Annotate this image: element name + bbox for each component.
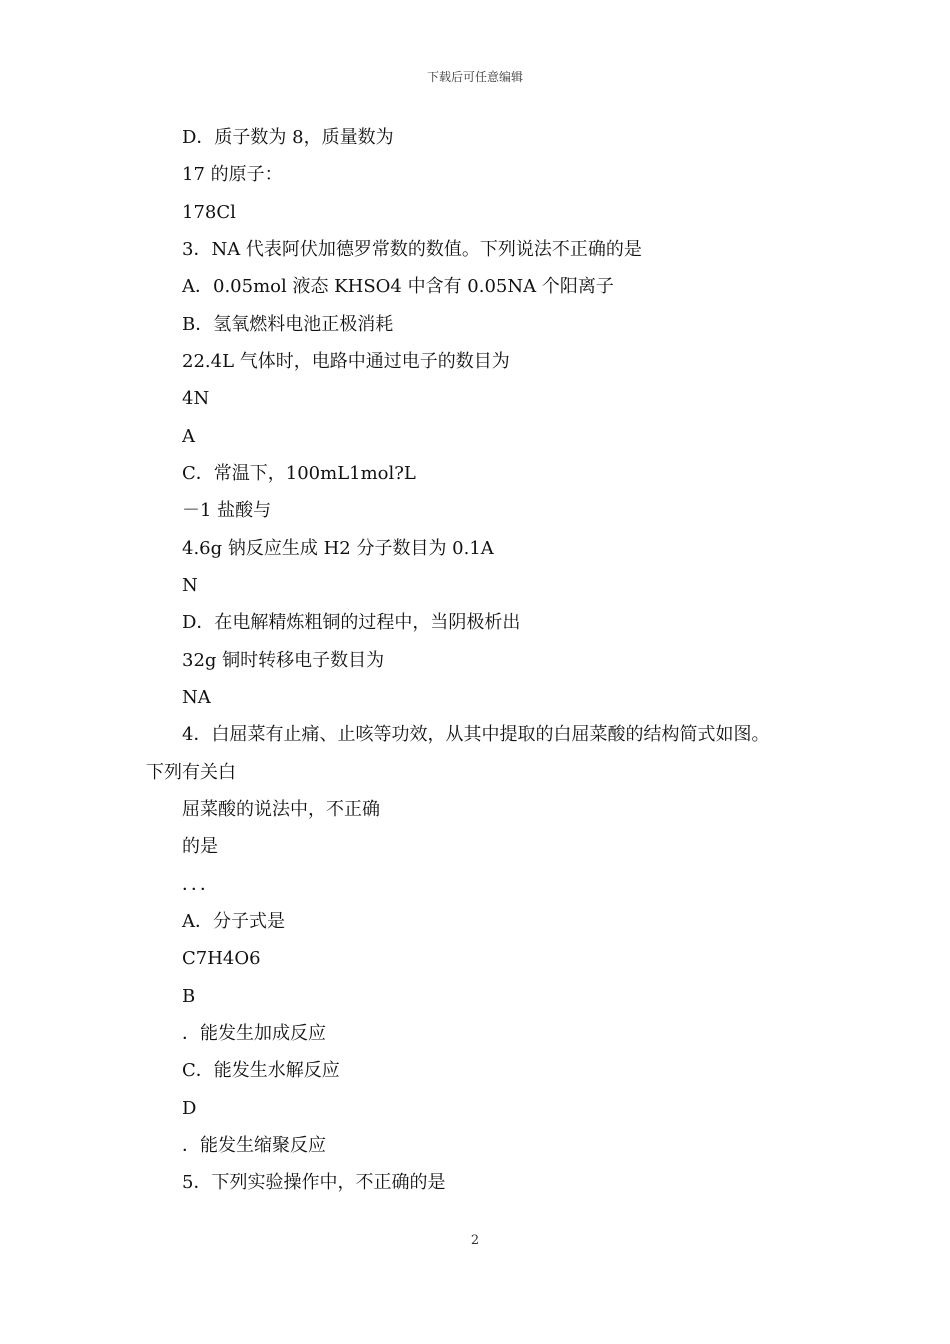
text-line: D．在电解精炼粗铜的过程中，当阴极析出 <box>182 612 521 633</box>
text-line: 的是 <box>182 836 218 857</box>
text-line: 5．下列实验操作中，不正确的是 <box>182 1172 446 1193</box>
text-line: NA <box>182 687 211 708</box>
text-line: ．．． <box>182 874 218 895</box>
text-line: 32g 铜时转移电子数目为 <box>182 650 385 671</box>
text-line: D．质子数为 8，质量数为 <box>182 127 394 148</box>
text-line: A．分子式是 <box>182 911 285 932</box>
text-line: C．能发生水解反应 <box>182 1060 340 1081</box>
text-line: B．氢氧燃料电池正极消耗 <box>182 314 394 335</box>
text-line: B <box>182 986 196 1007</box>
text-line: 17 的原子： <box>182 164 283 185</box>
text-line: 22.4L 气体时，电路中通过电子的数目为 <box>182 351 510 372</box>
text-line: －1 盐酸与 <box>182 500 272 521</box>
text-line: C7H4O6 <box>182 948 261 969</box>
text-line: 4.6g 钠反应生成 H2 分子数目为 0.1A <box>182 538 494 559</box>
text-line: N <box>182 575 198 596</box>
text-line: ．能发生加成反应 <box>182 1023 326 1044</box>
text-line: 屈菜酸的说法中，不正确 <box>182 799 380 820</box>
page-number: 2 <box>470 1233 480 1248</box>
text-line: 4．白屈菜有止痛、止咳等功效，从其中提取的白屈菜酸的结构简式如图。 <box>182 724 770 745</box>
text-line: 4N <box>182 388 210 409</box>
text-line: C．常温下，100mL1mol?L <box>182 463 416 484</box>
text-line: A．0.05mol 液态 KHSO4 中含有 0.05NA 个阳离子 <box>182 276 614 297</box>
text-line: ．能发生缩聚反应 <box>182 1135 326 1156</box>
text-line: 178Cl <box>182 202 236 223</box>
text-line: D <box>182 1098 197 1119</box>
text-line: 3．NA 代表阿伏加德罗常数的数值。下列说法不正确的是 <box>182 239 642 260</box>
text-line: 下列有关白 <box>146 762 236 783</box>
text-line: A <box>182 426 195 447</box>
page-header: 下载后可任意编辑 <box>426 70 523 84</box>
